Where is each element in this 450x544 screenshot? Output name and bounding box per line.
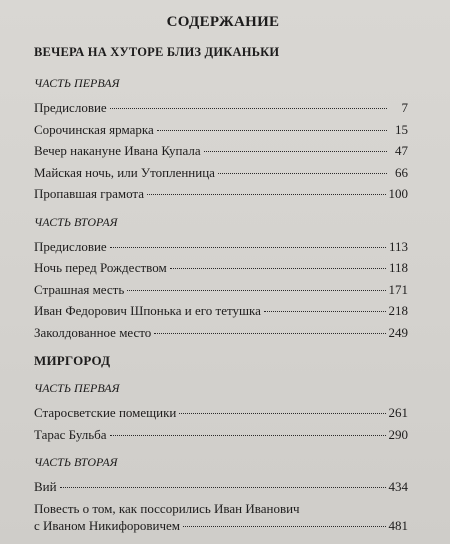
dot-leader (218, 173, 387, 174)
part-title: ЧАСТЬ ВТОРАЯ (34, 455, 118, 469)
toc-entry (34, 257, 408, 279)
toc-entry (34, 300, 408, 322)
entry-page-number: 47 (395, 143, 408, 158)
dot-leader (110, 108, 387, 109)
toc-entry (34, 236, 408, 258)
dot-leader (154, 333, 385, 334)
dot-leader (60, 487, 386, 488)
entry-title: Майская ночь, или Утопленница (34, 164, 215, 180)
entry-page-number: 118 (388, 260, 408, 275)
dot-leader (127, 290, 385, 291)
entry-title: Пропавшая грамота (34, 186, 145, 201)
part-block (34, 381, 408, 445)
toc-entry-multiline (34, 500, 408, 534)
entry-page-number: 7 (401, 100, 408, 115)
entry-page-number: 434 (388, 479, 408, 494)
part-title: ЧАСТЬ ПЕРВАЯ (34, 381, 120, 395)
book-title-mirgorod: МИРГОРОД (34, 353, 111, 368)
entry-page-number: 171 (388, 281, 408, 297)
entry-last-row (34, 517, 408, 534)
entry-title: Предисловие (34, 100, 107, 115)
toc-entry (34, 140, 408, 162)
dot-leader (110, 247, 386, 248)
dot-leader (183, 526, 385, 527)
entry-page-number: 66 (395, 164, 408, 180)
entry-title: Заколдованное место (34, 324, 152, 340)
dot-leader (204, 151, 387, 152)
entry-title-line-1: Повесть о том, как поссорились Иван Иванович (34, 500, 300, 516)
part-block (34, 215, 408, 344)
entry-title: Старосветские помещики (34, 405, 177, 420)
entry-title: Ночь перед Рождеством (34, 260, 167, 275)
dot-leader (179, 413, 385, 414)
toc-entry (34, 424, 408, 446)
dot-leader (147, 194, 385, 195)
toc-entry (34, 402, 408, 424)
entry-page-number: 113 (388, 238, 408, 254)
part-title: ЧАСТЬ ВТОРАЯ (34, 214, 118, 229)
entry-title: Вечер накануне Ивана Купала (34, 143, 201, 158)
toc-entry (34, 119, 408, 141)
page-title: СОДЕРЖАНИЕ (166, 14, 280, 30)
entry-page-number: 218 (388, 303, 408, 318)
dot-leader (157, 130, 387, 131)
entry-title: Сорочинская ярмарка (34, 121, 154, 137)
toc-entry (34, 97, 408, 119)
entry-title: Вий (34, 479, 57, 494)
entry-page-number: 15 (395, 121, 408, 137)
dot-leader (264, 311, 386, 312)
part-block (34, 76, 408, 205)
entry-page-number: 100 (388, 186, 408, 201)
entry-page-number: 290 (388, 426, 408, 442)
book-title-dikanka: ВЕЧЕРА НА ХУТОРЕ БЛИЗ ДИКАНЬКИ (34, 45, 280, 59)
toc-entry (34, 183, 408, 205)
entry-page-number: 261 (388, 405, 408, 420)
toc-entry (34, 322, 408, 344)
part-block (34, 455, 408, 534)
dot-leader (170, 268, 386, 269)
entry-title: Страшная месть (34, 281, 125, 297)
book-section-dikanka (34, 45, 408, 343)
entry-title: Предисловие (34, 238, 107, 254)
entry-title-line-2: с Иваном Никифоровичем (34, 517, 181, 533)
dot-leader (110, 435, 386, 436)
entry-title: Иван Федорович Шпонька и его тетушка (34, 303, 261, 318)
entry-page-number: 249 (388, 324, 408, 340)
entry-page-number: 481 (388, 517, 408, 533)
toc-entry (34, 279, 408, 301)
entry-title: Тарас Бульба (34, 426, 107, 442)
toc-entry (34, 476, 408, 498)
book-section-mirgorod (34, 353, 408, 534)
part-title: ЧАСТЬ ПЕРВАЯ (34, 76, 120, 90)
toc-entry (34, 162, 408, 184)
